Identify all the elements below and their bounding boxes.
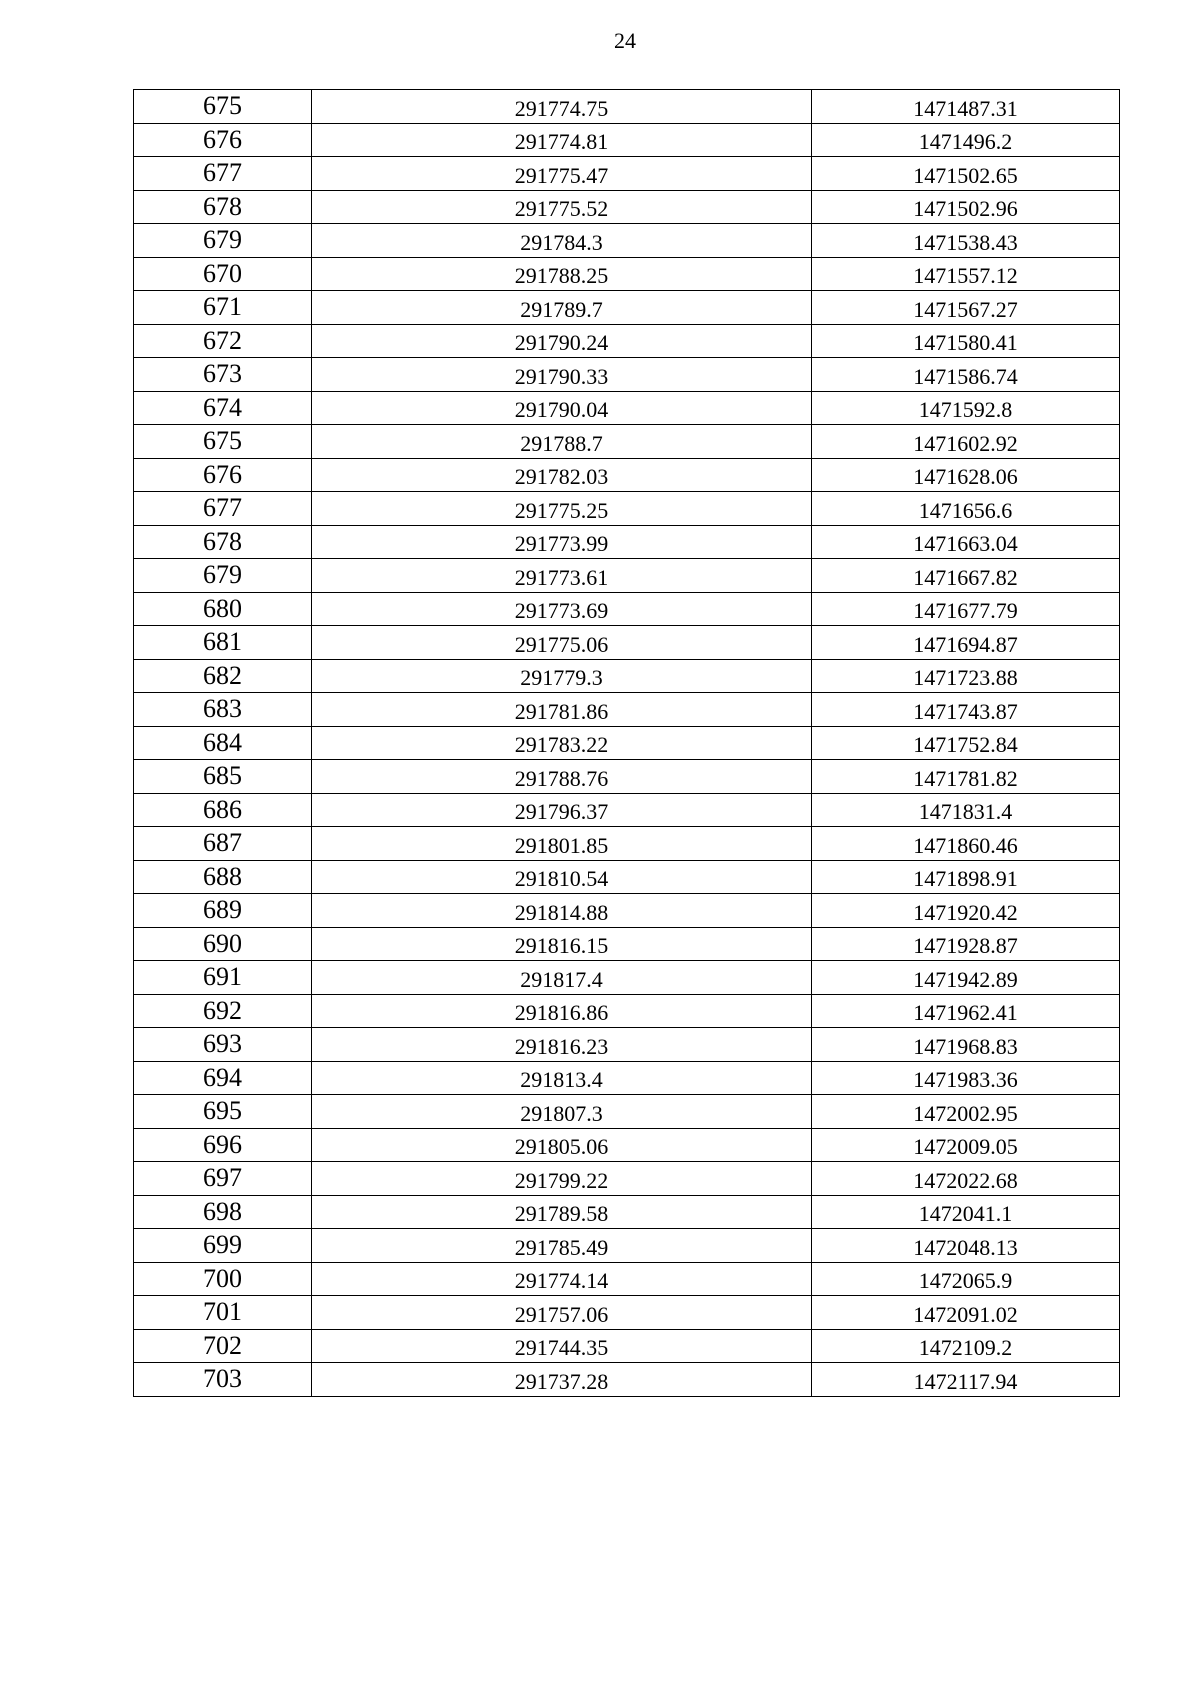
table-row <box>134 793 1120 827</box>
y-coordinate-cell: 1472002.95 <box>812 1095 1120 1129</box>
point-number-cell: 694 <box>134 1061 312 1095</box>
table-row <box>134 90 1120 124</box>
table-row <box>134 324 1120 358</box>
point-number-cell: 672 <box>134 324 312 358</box>
y-coordinate-cell: 1471580.41 <box>812 324 1120 358</box>
point-number-cell: 679 <box>134 559 312 593</box>
x-coordinate-cell: 291790.04 <box>312 391 812 425</box>
x-coordinate-cell: 291805.06 <box>312 1128 812 1162</box>
table-row <box>134 693 1120 727</box>
coordinates-table <box>133 89 1120 1397</box>
y-coordinate-cell: 1471962.41 <box>812 994 1120 1028</box>
y-coordinate-cell: 1471592.8 <box>812 391 1120 425</box>
point-number-cell: 687 <box>134 827 312 861</box>
y-coordinate-cell: 1471781.82 <box>812 760 1120 794</box>
x-coordinate-cell: 291788.7 <box>312 425 812 459</box>
x-coordinate-cell: 291775.25 <box>312 492 812 526</box>
point-number-cell: 679 <box>134 224 312 258</box>
point-number-cell: 675 <box>134 90 312 124</box>
x-coordinate-cell: 291775.52 <box>312 190 812 224</box>
x-coordinate-cell: 291774.81 <box>312 123 812 157</box>
coordinates-table-body <box>134 90 1120 1397</box>
y-coordinate-cell: 1471694.87 <box>812 626 1120 660</box>
table-row <box>134 1195 1120 1229</box>
point-number-cell: 695 <box>134 1095 312 1129</box>
y-coordinate-cell: 1471502.65 <box>812 157 1120 191</box>
point-number-cell: 680 <box>134 592 312 626</box>
table-row <box>134 1162 1120 1196</box>
point-number-cell: 670 <box>134 257 312 291</box>
table-row <box>134 659 1120 693</box>
point-number-cell: 685 <box>134 760 312 794</box>
x-coordinate-cell: 291790.24 <box>312 324 812 358</box>
y-coordinate-cell: 1471628.06 <box>812 458 1120 492</box>
table-row <box>134 425 1120 459</box>
x-coordinate-cell: 291744.35 <box>312 1329 812 1363</box>
x-coordinate-cell: 291785.49 <box>312 1229 812 1263</box>
table-row <box>134 224 1120 258</box>
x-coordinate-cell: 291737.28 <box>312 1363 812 1397</box>
x-coordinate-cell: 291775.47 <box>312 157 812 191</box>
table-row <box>134 994 1120 1028</box>
x-coordinate-cell: 291817.4 <box>312 961 812 995</box>
point-number-cell: 675 <box>134 425 312 459</box>
table-row <box>134 358 1120 392</box>
y-coordinate-cell: 1471677.79 <box>812 592 1120 626</box>
table-row <box>134 1363 1120 1397</box>
y-coordinate-cell: 1471898.91 <box>812 860 1120 894</box>
x-coordinate-cell: 291816.23 <box>312 1028 812 1062</box>
x-coordinate-cell: 291784.3 <box>312 224 812 258</box>
point-number-cell: 677 <box>134 492 312 526</box>
x-coordinate-cell: 291799.22 <box>312 1162 812 1196</box>
point-number-cell: 699 <box>134 1229 312 1263</box>
point-number-cell: 682 <box>134 659 312 693</box>
point-number-cell: 691 <box>134 961 312 995</box>
point-number-cell: 702 <box>134 1329 312 1363</box>
y-coordinate-cell: 1472091.02 <box>812 1296 1120 1330</box>
y-coordinate-cell: 1472109.2 <box>812 1329 1120 1363</box>
table-row <box>134 726 1120 760</box>
point-number-cell: 689 <box>134 894 312 928</box>
table-row <box>134 291 1120 325</box>
y-coordinate-cell: 1471663.04 <box>812 525 1120 559</box>
page-number: 24 <box>614 28 636 53</box>
x-coordinate-cell: 291775.06 <box>312 626 812 660</box>
y-coordinate-cell: 1471667.82 <box>812 559 1120 593</box>
y-coordinate-cell: 1471586.74 <box>812 358 1120 392</box>
x-coordinate-cell: 291783.22 <box>312 726 812 760</box>
y-coordinate-cell: 1472117.94 <box>812 1363 1120 1397</box>
x-coordinate-cell: 291782.03 <box>312 458 812 492</box>
table-row <box>134 1296 1120 1330</box>
y-coordinate-cell: 1471487.31 <box>812 90 1120 124</box>
table-row <box>134 1061 1120 1095</box>
y-coordinate-cell: 1471723.88 <box>812 659 1120 693</box>
table-row <box>134 492 1120 526</box>
y-coordinate-cell: 1471557.12 <box>812 257 1120 291</box>
x-coordinate-cell: 291814.88 <box>312 894 812 928</box>
point-number-cell: 676 <box>134 123 312 157</box>
y-coordinate-cell: 1471496.2 <box>812 123 1120 157</box>
point-number-cell: 681 <box>134 626 312 660</box>
x-coordinate-cell: 291774.75 <box>312 90 812 124</box>
y-coordinate-cell: 1471983.36 <box>812 1061 1120 1095</box>
y-coordinate-cell: 1472041.1 <box>812 1195 1120 1229</box>
table-row <box>134 559 1120 593</box>
table-row <box>134 927 1120 961</box>
point-number-cell: 677 <box>134 157 312 191</box>
y-coordinate-cell: 1471752.84 <box>812 726 1120 760</box>
y-coordinate-cell: 1472048.13 <box>812 1229 1120 1263</box>
x-coordinate-cell: 291757.06 <box>312 1296 812 1330</box>
point-number-cell: 696 <box>134 1128 312 1162</box>
point-number-cell: 684 <box>134 726 312 760</box>
table-row <box>134 1095 1120 1129</box>
table-row <box>134 190 1120 224</box>
table-row <box>134 760 1120 794</box>
table-row <box>134 1028 1120 1062</box>
point-number-cell: 686 <box>134 793 312 827</box>
point-number-cell: 688 <box>134 860 312 894</box>
x-coordinate-cell: 291774.14 <box>312 1262 812 1296</box>
y-coordinate-cell: 1471942.89 <box>812 961 1120 995</box>
x-coordinate-cell: 291816.86 <box>312 994 812 1028</box>
table-row <box>134 391 1120 425</box>
y-coordinate-cell: 1471567.27 <box>812 291 1120 325</box>
table-row <box>134 961 1120 995</box>
table-row <box>134 1329 1120 1363</box>
x-coordinate-cell: 291796.37 <box>312 793 812 827</box>
y-coordinate-cell: 1471656.6 <box>812 492 1120 526</box>
table-row <box>134 157 1120 191</box>
y-coordinate-cell: 1471602.92 <box>812 425 1120 459</box>
point-number-cell: 697 <box>134 1162 312 1196</box>
table-row <box>134 894 1120 928</box>
x-coordinate-cell: 291788.25 <box>312 257 812 291</box>
table-row <box>134 123 1120 157</box>
y-coordinate-cell: 1471928.87 <box>812 927 1120 961</box>
point-number-cell: 700 <box>134 1262 312 1296</box>
x-coordinate-cell: 291790.33 <box>312 358 812 392</box>
y-coordinate-cell: 1471502.96 <box>812 190 1120 224</box>
x-coordinate-cell: 291781.86 <box>312 693 812 727</box>
y-coordinate-cell: 1471743.87 <box>812 693 1120 727</box>
point-number-cell: 673 <box>134 358 312 392</box>
table-row <box>134 1128 1120 1162</box>
y-coordinate-cell: 1471538.43 <box>812 224 1120 258</box>
point-number-cell: 678 <box>134 525 312 559</box>
y-coordinate-cell: 1472009.05 <box>812 1128 1120 1162</box>
point-number-cell: 678 <box>134 190 312 224</box>
table-row <box>134 860 1120 894</box>
point-number-cell: 676 <box>134 458 312 492</box>
x-coordinate-cell: 291807.3 <box>312 1095 812 1129</box>
x-coordinate-cell: 291801.85 <box>312 827 812 861</box>
point-number-cell: 692 <box>134 994 312 1028</box>
y-coordinate-cell: 1472022.68 <box>812 1162 1120 1196</box>
y-coordinate-cell: 1472065.9 <box>812 1262 1120 1296</box>
x-coordinate-cell: 291810.54 <box>312 860 812 894</box>
x-coordinate-cell: 291816.15 <box>312 927 812 961</box>
point-number-cell: 701 <box>134 1296 312 1330</box>
table-row <box>134 592 1120 626</box>
x-coordinate-cell: 291789.58 <box>312 1195 812 1229</box>
table-row <box>134 257 1120 291</box>
x-coordinate-cell: 291773.99 <box>312 525 812 559</box>
table-row <box>134 1229 1120 1263</box>
point-number-cell: 693 <box>134 1028 312 1062</box>
y-coordinate-cell: 1471831.4 <box>812 793 1120 827</box>
table-row <box>134 525 1120 559</box>
x-coordinate-cell: 291789.7 <box>312 291 812 325</box>
x-coordinate-cell: 291773.61 <box>312 559 812 593</box>
point-number-cell: 683 <box>134 693 312 727</box>
table-row <box>134 1262 1120 1296</box>
x-coordinate-cell: 291773.69 <box>312 592 812 626</box>
point-number-cell: 671 <box>134 291 312 325</box>
x-coordinate-cell: 291788.76 <box>312 760 812 794</box>
x-coordinate-cell: 291813.4 <box>312 1061 812 1095</box>
table-row <box>134 827 1120 861</box>
table-row <box>134 458 1120 492</box>
point-number-cell: 690 <box>134 927 312 961</box>
table-row <box>134 626 1120 660</box>
point-number-cell: 698 <box>134 1195 312 1229</box>
x-coordinate-cell: 291779.3 <box>312 659 812 693</box>
y-coordinate-cell: 1471860.46 <box>812 827 1120 861</box>
y-coordinate-cell: 1471920.42 <box>812 894 1120 928</box>
y-coordinate-cell: 1471968.83 <box>812 1028 1120 1062</box>
point-number-cell: 674 <box>134 391 312 425</box>
point-number-cell: 703 <box>134 1363 312 1397</box>
